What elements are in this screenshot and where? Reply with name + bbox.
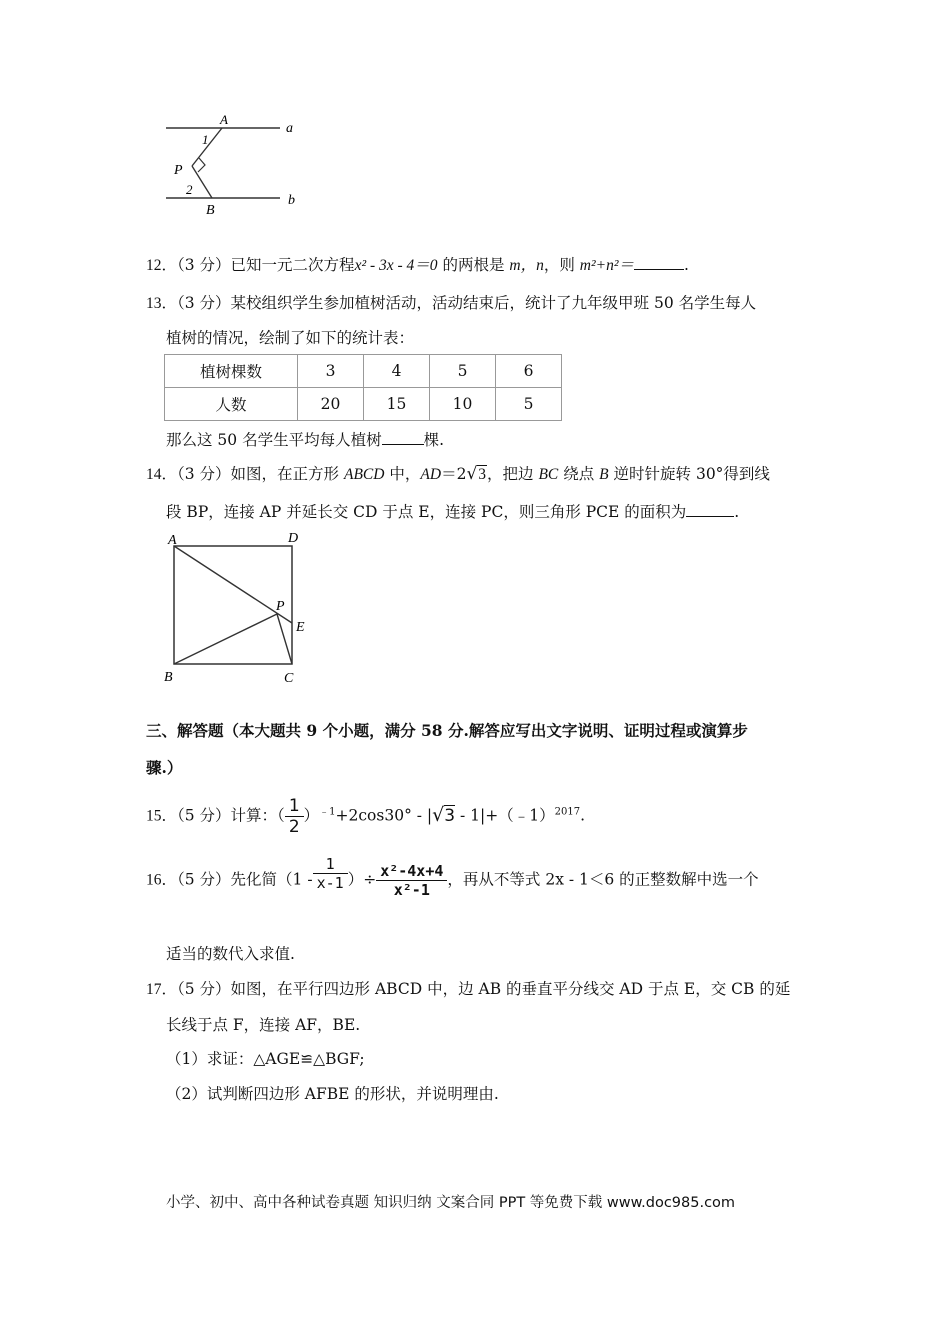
q12-text-mid: 的两根是: [437, 256, 510, 274]
table-cell: 4: [364, 355, 430, 388]
q14-b: B: [599, 466, 609, 483]
fig11-label-P: P: [174, 163, 183, 178]
q12-number: 12．: [146, 257, 178, 274]
table-cell: 5: [430, 355, 496, 388]
q13-text-line1: （3 分）某校组织学生参加植树活动，活动结束后，统计了九年级甲班 50 名学生每人: [177, 294, 757, 312]
q15-number: 15．: [146, 807, 178, 825]
q16-fraction-2: [376, 862, 447, 899]
fig14-label-E: E: [296, 620, 305, 635]
fig14-label-A: A: [168, 533, 177, 548]
square-rotation-figure: [160, 528, 320, 688]
fig14-label-C: C: [284, 671, 294, 686]
parallel-lines-figure: [150, 108, 320, 220]
q16-number: 16．: [146, 871, 178, 889]
q15-after: - 1|+（﹣1）: [455, 806, 555, 825]
q16-f2-top: x²-4x+4: [376, 862, 447, 881]
q14-line2: [166, 500, 739, 522]
q13-line3: [166, 428, 444, 450]
q15-text: （5 分）计算：（: [177, 806, 285, 825]
q14-line2-text: 段 BP，连接 AP 并延长交 CD 于点 E，连接 PC，则三角形 PCE 的面积为: [166, 503, 687, 521]
fig11-label-a: a: [286, 121, 293, 136]
q17-line1-text: （5 分）如图，在平行四边形 ABCD 中，边 AB 的垂直平分线交 AD 于点 E，交 CB 的延: [177, 980, 791, 998]
question-13-line1: [146, 291, 756, 313]
fig11-label-1: 1: [202, 132, 209, 147]
q13-line3-text: 那么这 50 名学生平均每人植树: [166, 431, 382, 449]
fig11-label-2: 2: [186, 182, 193, 197]
fig11-label-A: A: [220, 112, 228, 127]
q15-exponent2: 2017: [554, 806, 581, 818]
q14-number: 14．: [146, 466, 178, 483]
question-12: [146, 253, 689, 275]
q16-fraction-1: [313, 855, 348, 892]
q16-line2: 适当的数代入求值.: [166, 945, 295, 963]
q14-abcd: ABCD: [343, 466, 385, 483]
q15-exponent: ﹣1: [319, 806, 336, 818]
table-cell: 15: [364, 388, 430, 421]
q14-text-c: ＝2: [441, 465, 467, 483]
q13-answer-blank[interactable]: [382, 430, 424, 445]
table-row: [165, 388, 562, 421]
section-3-heading-line2: 骤.）: [146, 758, 183, 777]
fig11-label-b: b: [288, 193, 295, 208]
q12-text: （3 分）已知一元二次方程: [177, 256, 355, 274]
q13-line3-end: 棵.: [423, 431, 445, 449]
q14-text-e: 绕点: [558, 465, 600, 483]
table-header-cell: 植树棵数: [165, 355, 298, 388]
q16-after: ，再从不等式 2x - 1＜6 的正整数解中选一个: [447, 870, 759, 889]
q17-subquestion-2: （2）试判断四边形 AFBE 的形状，并说明理由.: [166, 1085, 499, 1103]
q16-text: （5 分）先化简（1 -: [177, 870, 313, 889]
question-16: [146, 855, 759, 899]
question-14-line1: [146, 462, 770, 484]
planting-stat-table: [164, 354, 562, 421]
q15-fraction: [285, 796, 304, 837]
q12-text-after: ，则: [543, 256, 580, 274]
q13-text-line2: 植树的情况，绘制了如下的统计表：: [166, 329, 415, 347]
q16-f1-top: 1: [313, 855, 348, 874]
q14-sqrt: √3: [466, 464, 487, 484]
q17-line2: 长线于点 F，连接 AF，BE.: [166, 1016, 361, 1034]
q14-text-b: 中，: [384, 465, 421, 483]
q12-roots: m，n: [509, 257, 544, 274]
q15-frac-bot: 2: [288, 817, 300, 837]
table-cell: 6: [496, 355, 562, 388]
q13-number: 13．: [146, 295, 178, 312]
q14-text-a: （3 分）如图，在正方形: [177, 465, 344, 483]
q16-div: ）÷: [347, 870, 377, 889]
fig14-label-D: D: [288, 531, 299, 546]
q14-line2-end: .: [734, 503, 740, 521]
table-cell: 5: [496, 388, 562, 421]
question-17-line1: [146, 977, 790, 999]
page-footer: 小学、初中、高中各种试卷真题 知识归纳 文案合同 PPT 等免费下载 www.doc985.com: [166, 1195, 736, 1211]
question-15: 15．（5 分）计算：（ $\frac{1}{2}$ ）$^{﹣1}$+2cos30° - |√3 - 1|+（﹣1）$^{2017}$.: [146, 796, 585, 837]
q12-equation: x² - 3x - 4＝0: [354, 257, 438, 274]
q14-bc: BC: [538, 466, 559, 483]
fig14-label-P: P: [276, 599, 285, 614]
q17-subquestion-1: （1）求证：△AGE≌△BGF;: [166, 1050, 365, 1068]
table-row: [165, 355, 562, 388]
table-header-cell: 人数: [165, 388, 298, 421]
table-cell: 10: [430, 388, 496, 421]
fig14-label-B: B: [164, 670, 173, 685]
q14-ad: AD: [420, 466, 442, 483]
q12-end: .: [684, 256, 689, 274]
table-cell: 3: [298, 355, 364, 388]
q12-answer-blank[interactable]: [634, 255, 684, 270]
q15-sqrt: √3: [432, 803, 456, 826]
q15-sqrt-num: 3: [444, 805, 456, 826]
q12-ask: m²+n²＝: [579, 257, 634, 274]
q16-f1-bot: x-1: [316, 874, 344, 892]
q16-f2-bot: x²-1: [393, 881, 430, 899]
table-cell: 20: [298, 388, 364, 421]
q15-end: .: [580, 806, 585, 825]
q15-mid: +2cos30° - |: [335, 806, 433, 825]
section-3-heading-line1: 三、解答题（本大题共 9 个小题，满分 58 分.解答应写出文字说明、证明过程或演算步: [146, 721, 748, 740]
q14-answer-blank[interactable]: [686, 502, 734, 517]
q14-text-d: ，把边: [487, 465, 539, 483]
q15-frac-top: 1: [285, 796, 304, 817]
fig11-label-B: B: [206, 203, 215, 218]
q17-number: 17．: [146, 981, 178, 998]
q14-sqrt-num: 3: [478, 466, 487, 483]
q14-text-f: 逆时针旋转 30°得到线: [608, 465, 770, 483]
